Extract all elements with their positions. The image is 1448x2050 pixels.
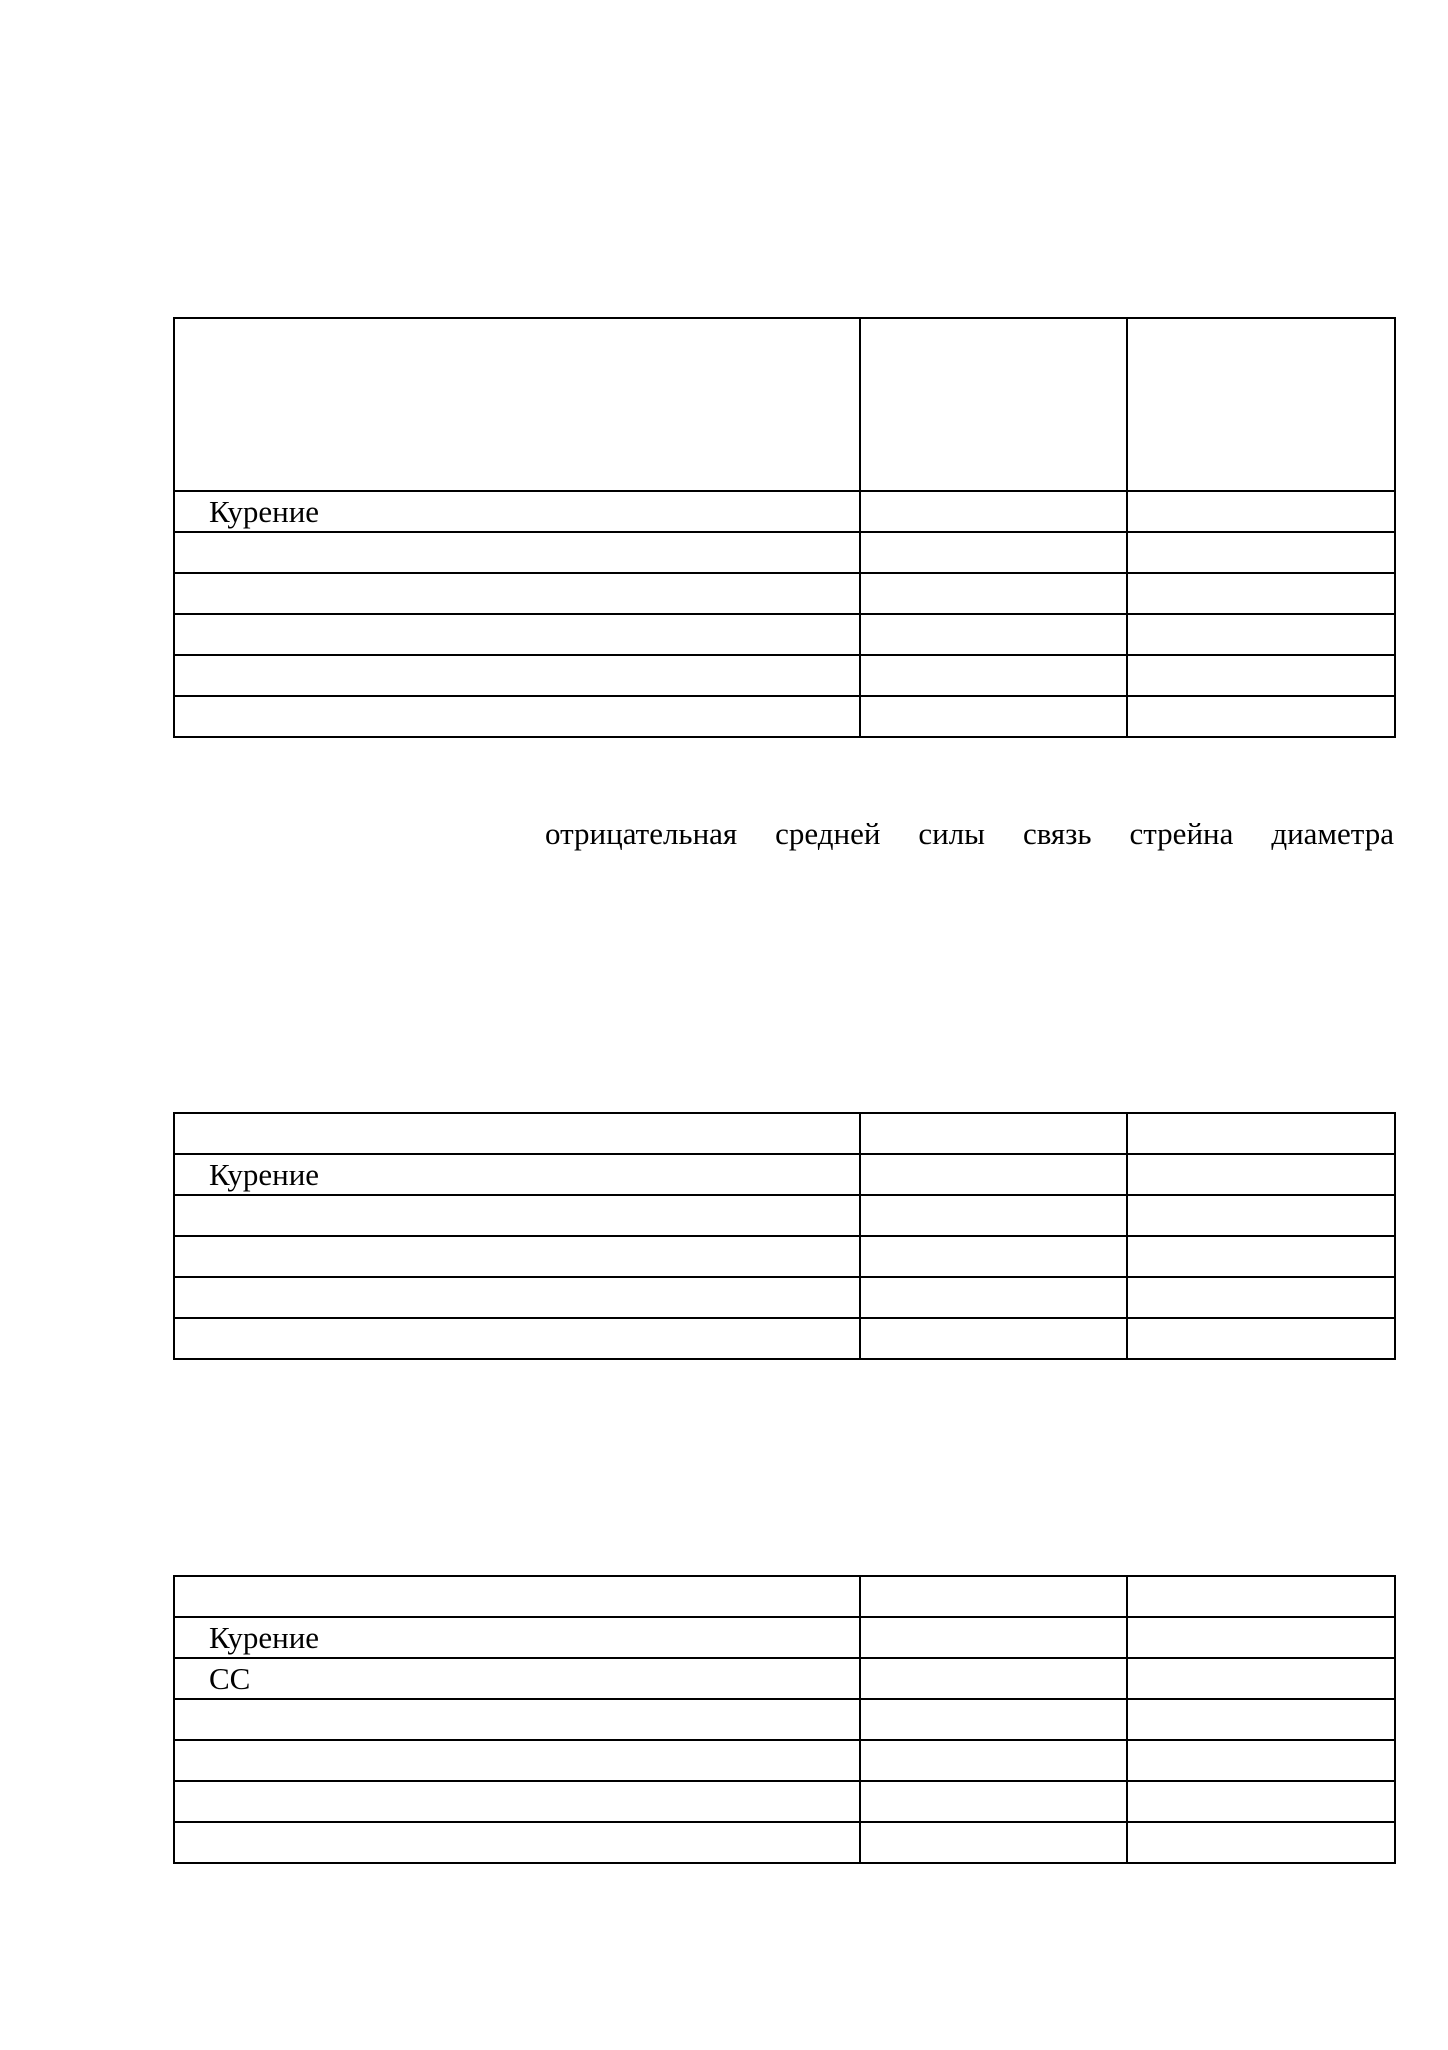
table-cell [174, 1740, 860, 1781]
table-cell [174, 614, 860, 655]
table-cell [174, 1113, 860, 1154]
table-cell [860, 1318, 1127, 1359]
table-row [174, 696, 1395, 737]
table-cell [174, 1236, 860, 1277]
table-cell [174, 1781, 860, 1822]
table-3 [173, 1575, 1396, 1864]
table-cell [1127, 696, 1395, 737]
table-cell [860, 1236, 1127, 1277]
table-cell [860, 573, 1127, 614]
table-row [174, 573, 1395, 614]
table-cell [1127, 1236, 1395, 1277]
table-cell [860, 1740, 1127, 1781]
table-cell [1127, 614, 1395, 655]
table-cell [1127, 1154, 1395, 1195]
table-cell [860, 1658, 1127, 1699]
table-header-row [174, 318, 1395, 491]
table-cell [1127, 1658, 1395, 1699]
table-cell [174, 655, 860, 696]
table-cell [860, 1699, 1127, 1740]
table-cell [1127, 1277, 1395, 1318]
table-cell [1127, 1113, 1395, 1154]
table-cell [860, 1781, 1127, 1822]
table-cell [174, 318, 860, 491]
table-cell [174, 1822, 860, 1863]
table-cell [1127, 1195, 1395, 1236]
table-cell [1127, 1617, 1395, 1658]
table-row [174, 1699, 1395, 1740]
table-cell [860, 1576, 1127, 1617]
table-cell [174, 1277, 860, 1318]
table-cell [1127, 1781, 1395, 1822]
table-cell [174, 1576, 860, 1617]
table-cell [174, 573, 860, 614]
table-cell [1127, 1740, 1395, 1781]
table-cell: Курение [174, 1617, 860, 1658]
table-cell: СС [174, 1658, 860, 1699]
table-row [174, 1154, 1395, 1195]
table-row [174, 1781, 1395, 1822]
table-row [174, 532, 1395, 573]
table-row [174, 491, 1395, 532]
table-cell [860, 491, 1127, 532]
table-row [174, 1277, 1395, 1318]
table-row [174, 1236, 1395, 1277]
table-cell [860, 1822, 1127, 1863]
table-cell [1127, 318, 1395, 491]
table-row [174, 1617, 1395, 1658]
paragraph-text: отрицательная средней силы связь стрейна диаметра [545, 816, 1394, 851]
table-header-row [174, 1113, 1395, 1154]
table-row [174, 1195, 1395, 1236]
table-row [174, 1740, 1395, 1781]
table-cell [174, 696, 860, 737]
table-cell [1127, 491, 1395, 532]
table-header-row [174, 1576, 1395, 1617]
table-cell: Курение [174, 491, 860, 532]
table-cell [860, 1277, 1127, 1318]
table-cell [860, 318, 1127, 491]
table-row [174, 655, 1395, 696]
table-cell [860, 655, 1127, 696]
table-cell [860, 1154, 1127, 1195]
table-cell [860, 1195, 1127, 1236]
table-cell: Курение [174, 1154, 860, 1195]
table-row [174, 614, 1395, 655]
table-cell [174, 532, 860, 573]
table-cell [174, 1195, 860, 1236]
table-cell [860, 614, 1127, 655]
table-cell [1127, 1318, 1395, 1359]
table-cell [1127, 532, 1395, 573]
table-row [174, 1318, 1395, 1359]
table-2 [173, 1112, 1396, 1360]
table-cell [860, 532, 1127, 573]
table-cell [860, 1113, 1127, 1154]
table-1 [173, 317, 1396, 738]
table-cell [1127, 1576, 1395, 1617]
table-cell [860, 696, 1127, 737]
table-cell [1127, 655, 1395, 696]
table-cell [174, 1699, 860, 1740]
table-cell [1127, 1699, 1395, 1740]
table-cell [860, 1617, 1127, 1658]
table-cell [1127, 573, 1395, 614]
table-cell [174, 1318, 860, 1359]
table-row [174, 1822, 1395, 1863]
table-row [174, 1658, 1395, 1699]
table-cell [1127, 1822, 1395, 1863]
